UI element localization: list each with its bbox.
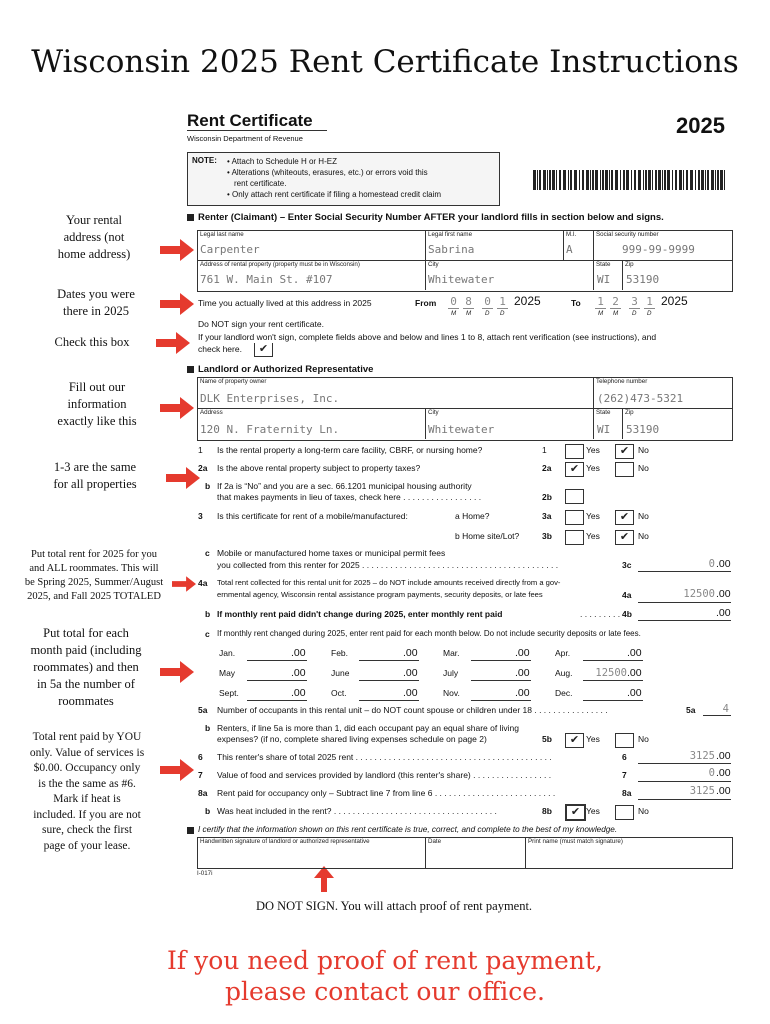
line-number: b bbox=[205, 609, 211, 619]
line-number: b bbox=[205, 806, 211, 816]
red-arrow-icon bbox=[160, 397, 194, 419]
owner-state-field[interactable]: WI bbox=[597, 423, 611, 436]
label-phone: Telephone number bbox=[596, 378, 648, 385]
renter-city-field[interactable]: Whitewater bbox=[428, 273, 495, 286]
landlord-wont-sign-checkbox[interactable]: ✔ bbox=[254, 343, 273, 357]
mm-label: M bbox=[613, 310, 619, 317]
note-line: sure, check the first bbox=[41, 824, 133, 836]
month-label: Aug. bbox=[555, 668, 573, 678]
note-dates bbox=[36, 286, 156, 320]
message-line: If you need proof of rent payment, bbox=[167, 946, 603, 975]
no-label: No bbox=[638, 531, 649, 541]
label-owner-name: Name of property owner bbox=[200, 378, 267, 385]
line-number: 3a bbox=[542, 511, 552, 521]
cents-label: .00 bbox=[403, 647, 418, 659]
note-line: home address) bbox=[57, 247, 131, 261]
month-label: Feb. bbox=[331, 648, 349, 658]
line-3c-amount: 0 bbox=[708, 558, 715, 570]
note-line: Mark if heat is bbox=[53, 793, 121, 805]
line-2a-text: Is the above rental property subject to property taxes? bbox=[217, 463, 421, 473]
month-label: May bbox=[219, 668, 236, 678]
note-line: in 5a the number of bbox=[37, 677, 135, 691]
line-6-text: This renter's share of total 2025 rent . . . . . . . . . . . . . . . . . . . . . . . . . . . . . . . . . . . . . . . . . . bbox=[217, 752, 552, 762]
form-name: Rent Certificate bbox=[187, 111, 313, 130]
red-up-arrow-icon bbox=[314, 866, 334, 892]
print-name-label[interactable]: Print name (must match signature) bbox=[528, 838, 623, 845]
line-number: 6 bbox=[622, 752, 627, 762]
red-arrow-icon bbox=[172, 576, 196, 592]
month-label: Nov. bbox=[443, 688, 460, 698]
note-line: there in 2025 bbox=[63, 304, 129, 318]
cents-label: .00 bbox=[716, 558, 731, 570]
note-line: be Spring 2025, Summer/August bbox=[24, 577, 164, 588]
note-line: Put total for each bbox=[43, 626, 129, 640]
label-zip: Zip bbox=[625, 409, 634, 416]
from-day-digit-1[interactable]: 0 bbox=[482, 295, 493, 309]
month-label: Mar. bbox=[443, 648, 460, 658]
cents-label: .00 bbox=[716, 785, 731, 797]
renter-mi-field[interactable]: A bbox=[566, 243, 573, 256]
line-number: c bbox=[205, 548, 210, 558]
note-line: • Only attach rent certificate if filing a homestead credit claim bbox=[227, 190, 442, 199]
label-ssn: Social security number bbox=[596, 231, 659, 238]
note-line: Your rental bbox=[65, 213, 123, 227]
check-here-text: check here. bbox=[198, 344, 242, 354]
red-arrow-icon bbox=[160, 293, 194, 315]
line-3b-no-checkbox[interactable]: ✔ bbox=[615, 530, 634, 545]
line-number: 8a bbox=[622, 788, 632, 798]
line-number: 3c bbox=[622, 560, 632, 570]
month-label: Jan. bbox=[219, 648, 236, 658]
note-line: roommates) and then bbox=[33, 660, 139, 674]
leader-dots: . . . . . . . . . bbox=[580, 609, 621, 619]
signature-label[interactable]: Handwritten signature of landlord or authorized representative bbox=[200, 838, 370, 845]
message-line: please contact our office. bbox=[225, 977, 545, 1006]
line-number: 1 bbox=[198, 445, 203, 455]
note-line: exactly like this bbox=[57, 414, 137, 428]
line-2b-text: If 2a is “No” and you are a sec. 66.1201 municipal housing authority bbox=[217, 481, 472, 491]
note-line: $0.00. Occupancy only bbox=[33, 762, 141, 774]
note-line: month paid (including bbox=[30, 643, 142, 657]
no-label: No bbox=[638, 734, 649, 744]
month-label: Apr. bbox=[555, 648, 571, 658]
renter-last-name-field[interactable]: Carpenter bbox=[200, 243, 260, 256]
to-day-digit-1[interactable]: 3 bbox=[629, 295, 640, 309]
line-5a-text: Number of occupants in this rental unit – do NOT count spouse or children under 18 . . . . . . . . . . . . . . . . bbox=[217, 705, 608, 715]
dd-label: D bbox=[500, 310, 505, 317]
line-5b-yes-checkbox[interactable]: ✔ bbox=[565, 733, 584, 748]
line-2b-checkbox[interactable] bbox=[565, 489, 584, 504]
cents-label: .00 bbox=[515, 667, 530, 679]
renter-zip-field[interactable]: 53190 bbox=[626, 273, 660, 286]
line-5a-occupants: 4 bbox=[722, 703, 729, 715]
owner-address-field[interactable]: 120 N. Fraternity Ln. bbox=[200, 423, 340, 436]
cents-label: .00 bbox=[627, 647, 642, 659]
line-4b-text: If monthly rent paid didn't change during 2025, enter monthly rent paid bbox=[217, 609, 503, 619]
owner-city-field[interactable]: Whitewater bbox=[428, 423, 495, 436]
cents-label: .00 bbox=[291, 687, 306, 699]
owner-zip-field[interactable]: 53190 bbox=[626, 423, 660, 436]
month-label: July bbox=[443, 668, 459, 678]
dd-label: D bbox=[632, 310, 637, 317]
no-label: No bbox=[638, 463, 649, 473]
to-year: 2025 bbox=[661, 294, 688, 308]
label-state: State bbox=[596, 261, 611, 268]
line-3a-text: a Home? bbox=[455, 511, 490, 521]
line-8b-text: Was heat included in the rent? . . . . . . . . . . . . . . . . . . . . . . . . . . . . . . . . . . . bbox=[217, 806, 497, 816]
dd-label: D bbox=[647, 310, 652, 317]
label-first-name: Legal first name bbox=[428, 231, 473, 238]
to-month-digit-2[interactable]: 2 bbox=[610, 295, 621, 309]
from-label: From bbox=[415, 298, 437, 308]
label-mi: M.I. bbox=[566, 231, 577, 238]
line-8a-text: Rent paid for occupancy only – Subtract line 7 from line 6 . . . . . . . . . . . . . . . . . . . . . . . . . . bbox=[217, 788, 556, 798]
line-3a-no-checkbox[interactable]: ✔ bbox=[615, 510, 634, 525]
dd-label: D bbox=[485, 310, 490, 317]
note-line: 2025, and Fall 2025 TOTALED bbox=[27, 591, 161, 602]
note-lines-1-3 bbox=[30, 459, 160, 493]
line-3a-yes-checkbox[interactable] bbox=[565, 510, 584, 525]
cents-label: .00 bbox=[627, 687, 642, 699]
line-number: 3 bbox=[198, 511, 203, 521]
line-number: 5a bbox=[198, 705, 208, 715]
yes-label: Yes bbox=[586, 511, 600, 521]
mm-label: M bbox=[451, 310, 457, 317]
line-number: 5b bbox=[542, 734, 552, 744]
month-label: Sept. bbox=[219, 688, 239, 698]
renter-ssn-field[interactable]: 999-99-9999 bbox=[622, 243, 695, 256]
line-number: 8a bbox=[198, 788, 208, 798]
line-3c-text: you collected from this renter for 2025 . . . . . . . . . . . . . . . . . . . . . . . . . . . . . . . . . . . . . . . . . . bbox=[217, 560, 559, 570]
cents-label: .00 bbox=[403, 687, 418, 699]
landlord-heading: Landlord or Authorized Representative bbox=[198, 364, 374, 375]
certify-text: I certify that the information shown on this rent certificate is true, correct, and complete to the best of my knowledge. bbox=[198, 825, 618, 834]
line-number: 2b bbox=[542, 492, 552, 502]
do-not-sign-note: DO NOT SIGN. You will attach proof of rent payment. bbox=[255, 899, 533, 913]
note-line: for all properties bbox=[53, 477, 137, 491]
from-month-digit-2[interactable]: 8 bbox=[463, 295, 474, 309]
note-line: Total rent paid by YOU bbox=[32, 731, 142, 743]
red-arrow-icon bbox=[156, 332, 190, 354]
cents-label: .00 bbox=[291, 647, 306, 659]
mm-label: M bbox=[598, 310, 604, 317]
label-city: City bbox=[428, 409, 439, 416]
note-check-box bbox=[36, 334, 148, 351]
to-day-digit-2[interactable]: 1 bbox=[644, 295, 655, 309]
line-number: b bbox=[205, 481, 211, 491]
line-3b-text: b Home site/Lot? bbox=[455, 531, 520, 541]
label-rental-address: Address of rental property (property must be in Wisconsin) bbox=[200, 261, 360, 268]
line-5b-text: expenses? (if no, complete shared living expenses schedule on page 2) bbox=[217, 734, 487, 744]
yes-label: Yes bbox=[586, 734, 600, 744]
note-rental-address bbox=[38, 212, 150, 263]
note-line: Put total rent for 2025 for you bbox=[31, 549, 157, 560]
note-your-share bbox=[14, 730, 160, 854]
contact-office-message bbox=[0, 945, 770, 1007]
no-label: No bbox=[638, 806, 649, 816]
renter-state-field[interactable]: WI bbox=[597, 273, 611, 286]
mm-label: M bbox=[466, 310, 472, 317]
line-number: 7 bbox=[622, 770, 627, 780]
time-lived-label: Time you actually lived at this address in 2025 bbox=[198, 298, 372, 308]
line-4a-text: ernmental agency, Wisconsin rental assistance program payments, security deposits, or late fees bbox=[217, 590, 543, 599]
note-landlord-info bbox=[38, 379, 156, 430]
form-year: 2025 bbox=[676, 113, 725, 138]
label-state: State bbox=[596, 409, 611, 416]
line-4a-amount: 12500 bbox=[683, 588, 715, 600]
label-city: City bbox=[428, 261, 439, 268]
yes-label: Yes bbox=[586, 531, 600, 541]
line-number: 4a bbox=[198, 578, 208, 588]
from-year: 2025 bbox=[514, 294, 541, 308]
month-label: Oct. bbox=[331, 688, 347, 698]
note-line: page of your lease. bbox=[43, 839, 131, 852]
cents-label: .00 bbox=[716, 767, 731, 779]
note-line: only. Value of services is bbox=[29, 746, 145, 759]
line-5b-no-checkbox[interactable] bbox=[615, 733, 634, 748]
note-line: Fill out our bbox=[68, 380, 126, 394]
line-number: 4b bbox=[622, 609, 632, 619]
from-month-digit-1[interactable]: 0 bbox=[448, 295, 459, 309]
yes-label: Yes bbox=[586, 806, 600, 816]
cents-label: .00 bbox=[515, 647, 530, 659]
form-id: I-017i bbox=[197, 870, 213, 877]
line-5b-text: Renters, if line 5a is more than 1, did each occupant pay an equal share of living bbox=[217, 723, 519, 733]
note-line: rent certificate. bbox=[234, 179, 287, 188]
line-8b-yes-checkbox[interactable]: ✔ bbox=[565, 804, 586, 821]
line-number: 6 bbox=[198, 752, 203, 762]
note-line: is the the same as #6. bbox=[38, 777, 136, 790]
line-1-no-checkbox[interactable]: ✔ bbox=[615, 444, 634, 459]
line-number: b bbox=[205, 723, 211, 733]
red-arrow-icon bbox=[160, 661, 194, 683]
owner-phone-field[interactable]: (262)473-5321 bbox=[597, 392, 684, 405]
line-2a-no-checkbox[interactable] bbox=[615, 462, 634, 477]
note-monthly bbox=[14, 625, 158, 710]
note-line: • Attach to Schedule H or H-EZ bbox=[227, 157, 337, 166]
line-number: 3b bbox=[542, 531, 552, 541]
line-8b-no-checkbox[interactable] bbox=[615, 805, 634, 820]
note-text bbox=[227, 156, 441, 200]
note-label: NOTE: bbox=[192, 156, 217, 165]
to-month-digit-1[interactable]: 1 bbox=[595, 295, 606, 309]
label-last-name: Legal last name bbox=[200, 231, 244, 238]
line-number: 8b bbox=[542, 806, 552, 816]
owner-name-field[interactable]: DLK Enterprises, Inc. bbox=[200, 392, 340, 405]
no-label: No bbox=[638, 511, 649, 521]
renter-address-field[interactable]: 761 W. Main St. #107 bbox=[200, 273, 333, 286]
line-3b-yes-checkbox[interactable] bbox=[565, 530, 584, 545]
line-2a-yes-checkbox[interactable]: ✔ bbox=[565, 462, 584, 477]
month-rent-amount: 12500 bbox=[595, 667, 627, 679]
red-arrow-icon bbox=[166, 467, 200, 489]
renter-first-name-field[interactable]: Sabrina bbox=[428, 243, 475, 256]
line-3c-text: Mobile or manufactured home taxes or municipal permit fees bbox=[217, 548, 446, 558]
note-line: address (not bbox=[63, 230, 125, 244]
date-label[interactable]: Date bbox=[428, 838, 442, 845]
line-7-text: Value of food and services provided by landlord (this renter's share) . . . . . . . . . . . . . . . . . bbox=[217, 770, 552, 780]
do-not-sign-text: Do NOT sign your rent certificate. bbox=[198, 319, 324, 329]
red-arrow-icon bbox=[160, 239, 194, 261]
yes-label: Yes bbox=[586, 445, 600, 455]
form-agency: Wisconsin Department of Revenue bbox=[187, 134, 303, 143]
line-2b-text: that makes payments in lieu of taxes, check here . . . . . . . . . . . . . . . . . bbox=[217, 492, 482, 502]
note-line: and ALL roommates. This will bbox=[29, 563, 159, 574]
line-3-text: Is this certificate for rent of a mobile/manufactured: bbox=[217, 511, 408, 521]
line-number: c bbox=[205, 629, 210, 639]
line-number: 5a bbox=[686, 705, 696, 715]
cents-label: .00 bbox=[716, 607, 731, 619]
line-1-yes-checkbox[interactable] bbox=[565, 444, 584, 459]
to-label: To bbox=[571, 298, 581, 308]
line-number: 2a bbox=[542, 463, 552, 473]
cents-label: .00 bbox=[403, 667, 418, 679]
note-line: Check this box bbox=[54, 335, 130, 349]
cents-label: .00 bbox=[291, 667, 306, 679]
note-line: roommates bbox=[58, 694, 114, 708]
month-label: Dec. bbox=[555, 688, 573, 698]
line-8a-amount: 3125 bbox=[689, 785, 715, 797]
no-label: No bbox=[638, 445, 649, 455]
label-zip: Zip bbox=[625, 261, 634, 268]
note-line: • Alterations (whiteouts, erasures, etc.) or errors void this bbox=[227, 168, 428, 177]
line-number: 1 bbox=[542, 445, 547, 455]
note-line: Dates you were bbox=[57, 287, 135, 301]
cents-label: .00 bbox=[627, 667, 642, 679]
note-line: 1-3 are the same bbox=[53, 460, 137, 474]
note-line: information bbox=[67, 397, 127, 411]
month-label: June bbox=[331, 668, 350, 678]
line-4c-text: If monthly rent changed during 2025, enter rent paid for each month below. Do not include security deposits or late fees. bbox=[217, 629, 641, 638]
yes-label: Yes bbox=[586, 463, 600, 473]
line-number: 4a bbox=[622, 590, 632, 600]
line-number: 2a bbox=[198, 463, 208, 473]
barcode-icon bbox=[533, 170, 729, 190]
cents-label: .00 bbox=[515, 687, 530, 699]
note-total-rent bbox=[4, 548, 184, 604]
landlord-wont-sign-text: If your landlord won't sign, complete fields above and below and lines 1 to 8, attach rent verification (see instructions), and bbox=[198, 332, 657, 342]
label-address: Address bbox=[200, 409, 223, 416]
line-4a-text: Total rent collected for this rental unit for 2025 – do NOT include amounts received directly from a gov- bbox=[217, 578, 561, 587]
line-1-text: Is the rental property a long-term care facility, CBRF, or nursing home? bbox=[217, 445, 483, 455]
line-number: 7 bbox=[198, 770, 203, 780]
from-day-digit-2[interactable]: 1 bbox=[497, 295, 508, 309]
cents-label: .00 bbox=[716, 750, 731, 762]
cents-label: .00 bbox=[716, 588, 731, 600]
page-title: Wisconsin 2025 Rent Certificate Instructions bbox=[31, 44, 739, 80]
red-arrow-icon bbox=[160, 759, 194, 781]
note-line: included. If you are not bbox=[33, 808, 141, 821]
line-7-amount: 0 bbox=[708, 767, 715, 779]
renter-heading: Renter (Claimant) – Enter Social Security Number AFTER your landlord fills in section below and signs. bbox=[198, 212, 664, 223]
line-6-amount: 3125 bbox=[689, 750, 715, 762]
